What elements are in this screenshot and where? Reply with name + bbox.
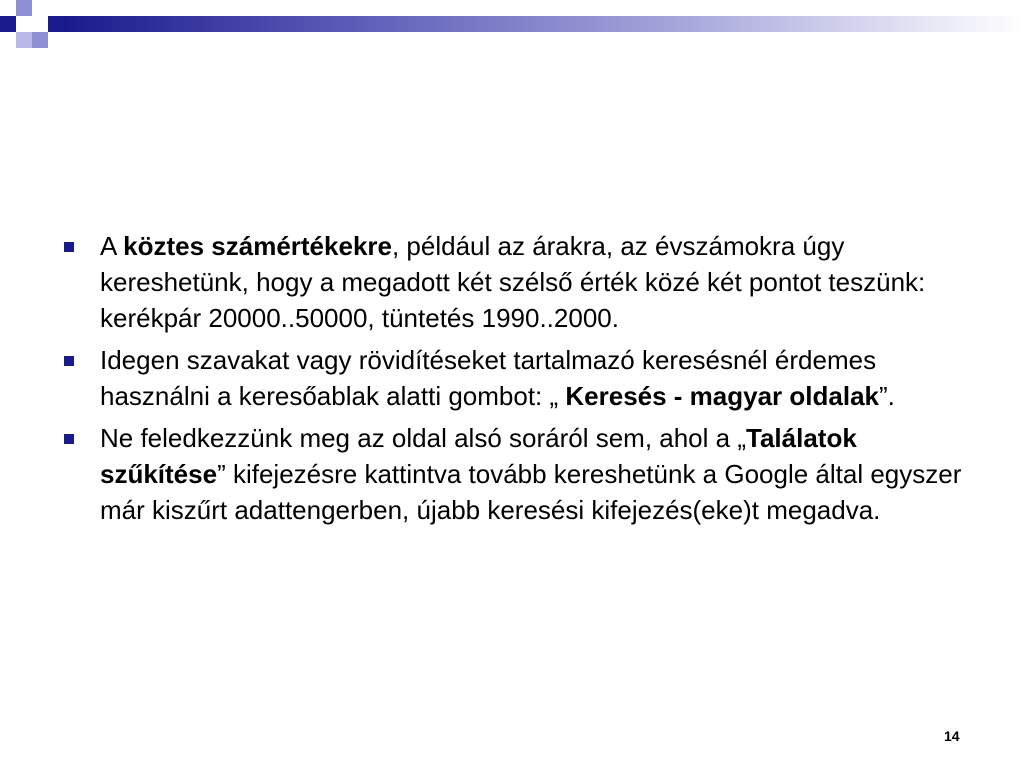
bullet-text-post: ” kifejezésre kattintva tovább kereshetünk a Google által egyszer már kiszűrt adattengerben, újabb keresési kifejezés(eke)t megadva. [100, 459, 962, 525]
page-number: 14 [944, 728, 960, 744]
header-decoration-square [0, 16, 16, 32]
header-decoration-square [0, 0, 16, 16]
bullet-text-bold: köztes számértékekre [123, 231, 392, 261]
header-decoration-square [32, 32, 48, 48]
bullet-square-icon [64, 434, 74, 444]
bullet-text-pre: A [100, 231, 124, 261]
bullet-item [62, 342, 962, 414]
header-decoration-square [48, 16, 64, 32]
header-decoration-square [16, 0, 32, 16]
bullet-square-icon [64, 242, 74, 252]
bullet-text [100, 231, 925, 333]
bullet-text-post: ”. [879, 381, 895, 411]
bullet-text-bold: Találatok szűkítése [100, 423, 857, 489]
bullet-item [62, 420, 962, 528]
bullet-text [100, 345, 895, 411]
header-decoration-square [32, 16, 48, 32]
bullet-text-pre: Ne feledkezzünk meg az oldal alsó soráról sem, ahol a „ [100, 423, 746, 453]
header-gradient-bar [64, 16, 1024, 32]
header-decoration-square [16, 32, 32, 48]
bullet-square-icon [64, 356, 74, 366]
bullet-text [100, 423, 961, 525]
bullet-text-post: , például az árakra, az évszámokra úgy kereshetünk, hogy a megadott két szélső érték közé két pontot teszünk: kerékpár 20000..50000, tüntetés 1990..2000. [100, 231, 926, 333]
bullet-item [62, 228, 962, 336]
bullet-text-pre: Idegen szavakat vagy rövidítéseket tartalmazó keresésnél érdemes használni a keresőablak alatti gombot: „ [100, 345, 877, 411]
bullet-text-bold: Keresés - magyar oldalak [565, 381, 879, 411]
bullet-list [62, 228, 962, 534]
